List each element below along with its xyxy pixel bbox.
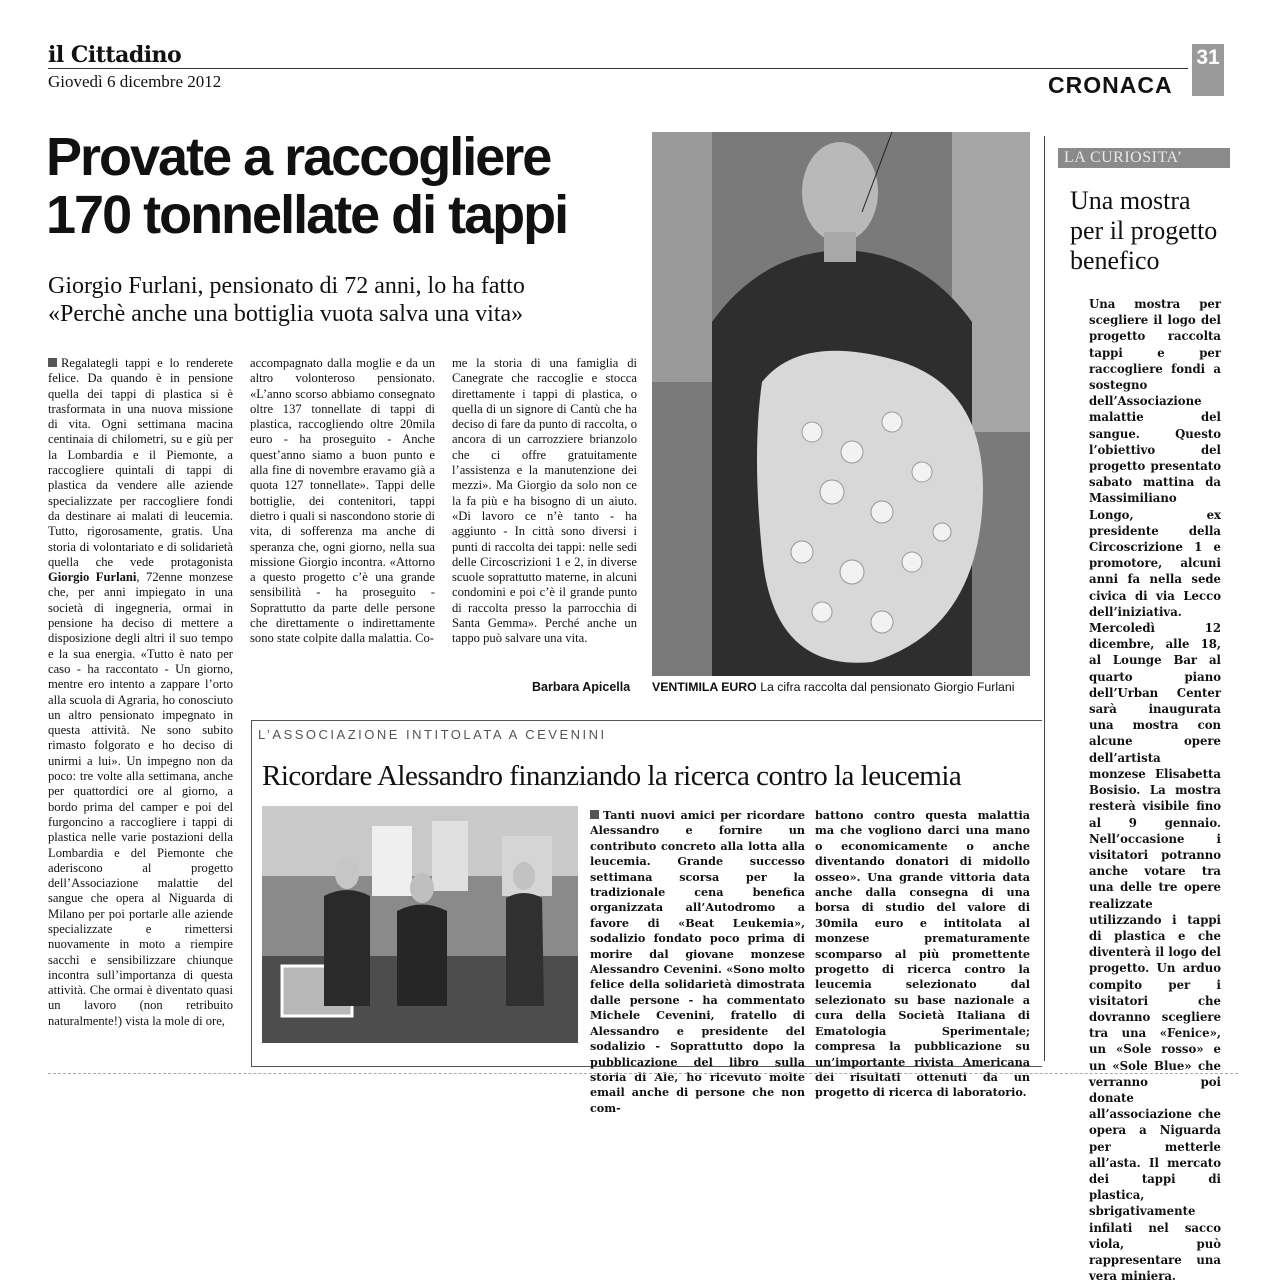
- masthead-rule: [48, 68, 1188, 69]
- newspaper-masthead: il Cittadino: [48, 42, 182, 68]
- column-1-text-a: Regalategli tappi e lo renderete felice. Da quando è in pensione quella dei tappi di plastica si è trasformata in una nuova missione di vita. Ogni settimana macina centinaia di chilometri, su e giù per la Lombardia e il Piemonte, a raccogliere quintali di tappi di plastica da vendere alle aziende specializzate per raccogliere fondi da destinare ai malati di leucemia. Tutto, rigorosamente, gratis. Una storia di volontariato e di solidarietà quella che vede protagonista: [48, 356, 233, 569]
- main-article-column-1: [48, 356, 233, 1064]
- box-article-column-2: [815, 808, 1030, 1100]
- main-subhead: [48, 272, 688, 328]
- column-1-text-b: , 72enne monzese che, per anni impiegato in una società di ingegneria, ormai in pensione ha deciso di mettere a disposizione degli altri il suo tempo e la sua energia. «Tutto è nato per caso - ha raccontato - Un giorno, mentre ero intento a zappare l’orto alla scuola di Agraria, ho conosciuto un altro pensionato impegnato in questa attività. Ne sono subito rimasto folgorato e ho deciso di unirmi a lui». Un impegno non da poco: tre volte alla settimana, anche per quattordici ore al giorno, a bordo prima del camper e poi del furgoncino a raccogliere i tappi di plastica nelle varie postazioni della Lombardia e del Piemonte che aderiscono al progetto dell’Associazione malattie del sangue che opera al Niguarda di Milano per poi portarle alle aziende specializzate e rimettersi nuovamente in moto a riempire sacchi e sensibilizzare chiunque incontra sull’importanza di questa attività. Che ormai è diventato quasi un lavoro (non retribuito naturalmente!) vista la mole di ore,: [48, 570, 234, 1028]
- issue-date: Giovedì 6 dicembre 2012: [48, 72, 222, 91]
- subhead-line-2: «Perchè anche una bottiglia vuota salva una vita»: [48, 301, 524, 327]
- box-article-headline: Ricordare Alessandro finanziando la ricerca contro la leucemia: [262, 760, 962, 792]
- photo-illustration: [652, 132, 1030, 676]
- headline-line-1: Provate a raccogliere: [46, 127, 551, 187]
- box-column-2-text: battono contro questa malattia ma che vogliono darci una mano o economicamente o anche diventando donatori di midollo osseo». Una grande vittoria data anche dalla consegna di una borsa di studio del valore di 30mila euro e intitolata al monzese prematuramente scomparso al più promettente progetto di ricerca contro la leucemia selezionato dal selezionato su base nazionale a cura della Società Italiana di Ematologia Sperimentale; compresa la pubblicazione su un’importante rivista Americana dei risultati ottenuti da un progetto di ricerca di laboratorio.: [815, 808, 1030, 1100]
- caption-text: La cifra raccolta dal pensionato Giorgio Furlani: [760, 680, 1015, 694]
- sidebar-body: Una mostra per scegliere il logo del progetto raccolta tappi e per raccogliere fondi a sostegno dell’Associazione malattie del sangue. Questo l’obiettivo del progetto presentato sabato mattina da Massimiliano Longo, ex presidente della Circoscrizione 1 e promotore, alcuni anni fa nella sede civica di via Lecco dell’iniziativa. Mercoledì 12 dicembre, alle 18, al Lounge Bar al quarto piano dell’Urban Center sarà inaugurata una mostra con alcune opere dell’artista monzese Elisabetta Bosisio. La mostra resterà visibile fino al 9 gennaio. Nell’occasione i visitatori potranno anche votare tra una delle tre opere realizzate utilizzando i tappi di plastica e che diventerà il logo del progetto. Un arduo compito per i visitatori che dovranno scegliere tra una «Fenice», un «Sole rosso» e un «Sole Blue» che verranno poi donate all’associazione che opera a Niguarda per metterle all’asta. Il mercato dei tappi di plastica, sbrigativamente infilati nel sacco viola, può rappresentare una vera miniera.: [1089, 297, 1221, 1284]
- photo-event-group: [262, 806, 578, 1043]
- sidebar-headline: Una mostra per il progetto benefico: [1070, 186, 1218, 275]
- column-2-text: accompagnato dalla moglie e da un altro volonteroso pensionato. «L’anno scorso abbiamo consegnato oltre 137 tonnellate di tappi di plastica, raccogliendo oltre 20mila euro - ha proseguito - Anche quest’anno siamo a buon punto e alla fine di novembre eravamo già a quota 127 tonnellate». Tappi delle bottiglie, dei contenitori, tappi dietro i quali si nascondono storie di vita, di sofferenza ma anche di speranza che, ogni giorno, nella sua missione Giorgio incontra. «Attorno a questo progetto c’è una grande sensibilità - ha proseguito - Soprattutto da parte delle persone che direttamente o indirettamente sono state colpite dalla malattia. Co-: [250, 356, 435, 646]
- headline-line-2: 170 tonnellate di tappi: [46, 185, 568, 245]
- sidebar-label: LA CURIOSITA’: [1058, 148, 1230, 168]
- photo-caption: [652, 680, 1032, 694]
- main-article-column-3: [452, 356, 637, 676]
- photo-man-with-bag-of-caps: [652, 132, 1030, 676]
- byline: Barbara Apicella: [532, 680, 631, 694]
- event-photo-illustration: [262, 806, 578, 1043]
- protagonist-name: Giorgio Furlani: [48, 570, 137, 585]
- box-article-column-1: [590, 808, 805, 1115]
- caption-bold: VENTIMILA EURO: [652, 680, 757, 694]
- box-article-label: L’ASSOCIAZIONE INTITOLATA A CEVENINI: [258, 727, 607, 742]
- box-column-1-text: Tanti nuovi amici per ricordare Alessandro e fornire un contributo concreto alla lotta alla leucemia. Grande successo settimana scorsa per la tradizionale cena benefica organizzata all’Autodromo a favore di «Beat Leukemia», sodalizio fondato poco prima di morire dal giovane monzese Alessandro Cevenini. «Sono molto felice della solidarietà dimostrata dalle persone - ha commentato Michele Cevenini, fratello di Alessandro e presidente del sodalizio - Soprattutto dopo la pubblicazione del libro sulla storia di Ale, ho ricevuto molte email anche di persone che non com-: [590, 808, 805, 1115]
- paragraph-marker-icon: [48, 358, 57, 367]
- column-3-text: me la storia di una famiglia di Canegrate che raccoglie e stocca direttamente i tappi di plastica, o quella di un signore di Cantù che ha deciso di fare da punto di raccolta, o ancora di un carrozziere brianzolo che ci offre gratuitamente l’assistenza e la manutenzione dei mezzi». Ma Giorgio da solo non ce la fa più e ha bisogno di un aiuto. «Di lavoro ce n’è tanto - ha aggiunto - In città sono diversi i punti di raccolta dei tappi: nelle sedi delle Circoscrizioni 1 e 2, in diverse scuole soprattutto materne, in alcuni condomini e poi c’è il grande punto di raccolta presso la parrocchia di Santa Gemma». Perché anche un tappo può salvare una vita.: [452, 356, 637, 646]
- section-title: CRONACA: [1048, 72, 1173, 98]
- page-number: 31: [1192, 44, 1224, 96]
- footer-rule: [48, 1073, 1238, 1074]
- main-article-column-2: [250, 356, 435, 696]
- subhead-line-1: Giorgio Furlani, pensionato di 72 anni, lo ha fatto: [48, 273, 525, 299]
- main-headline: [46, 128, 686, 244]
- paragraph-marker-icon: [590, 810, 599, 819]
